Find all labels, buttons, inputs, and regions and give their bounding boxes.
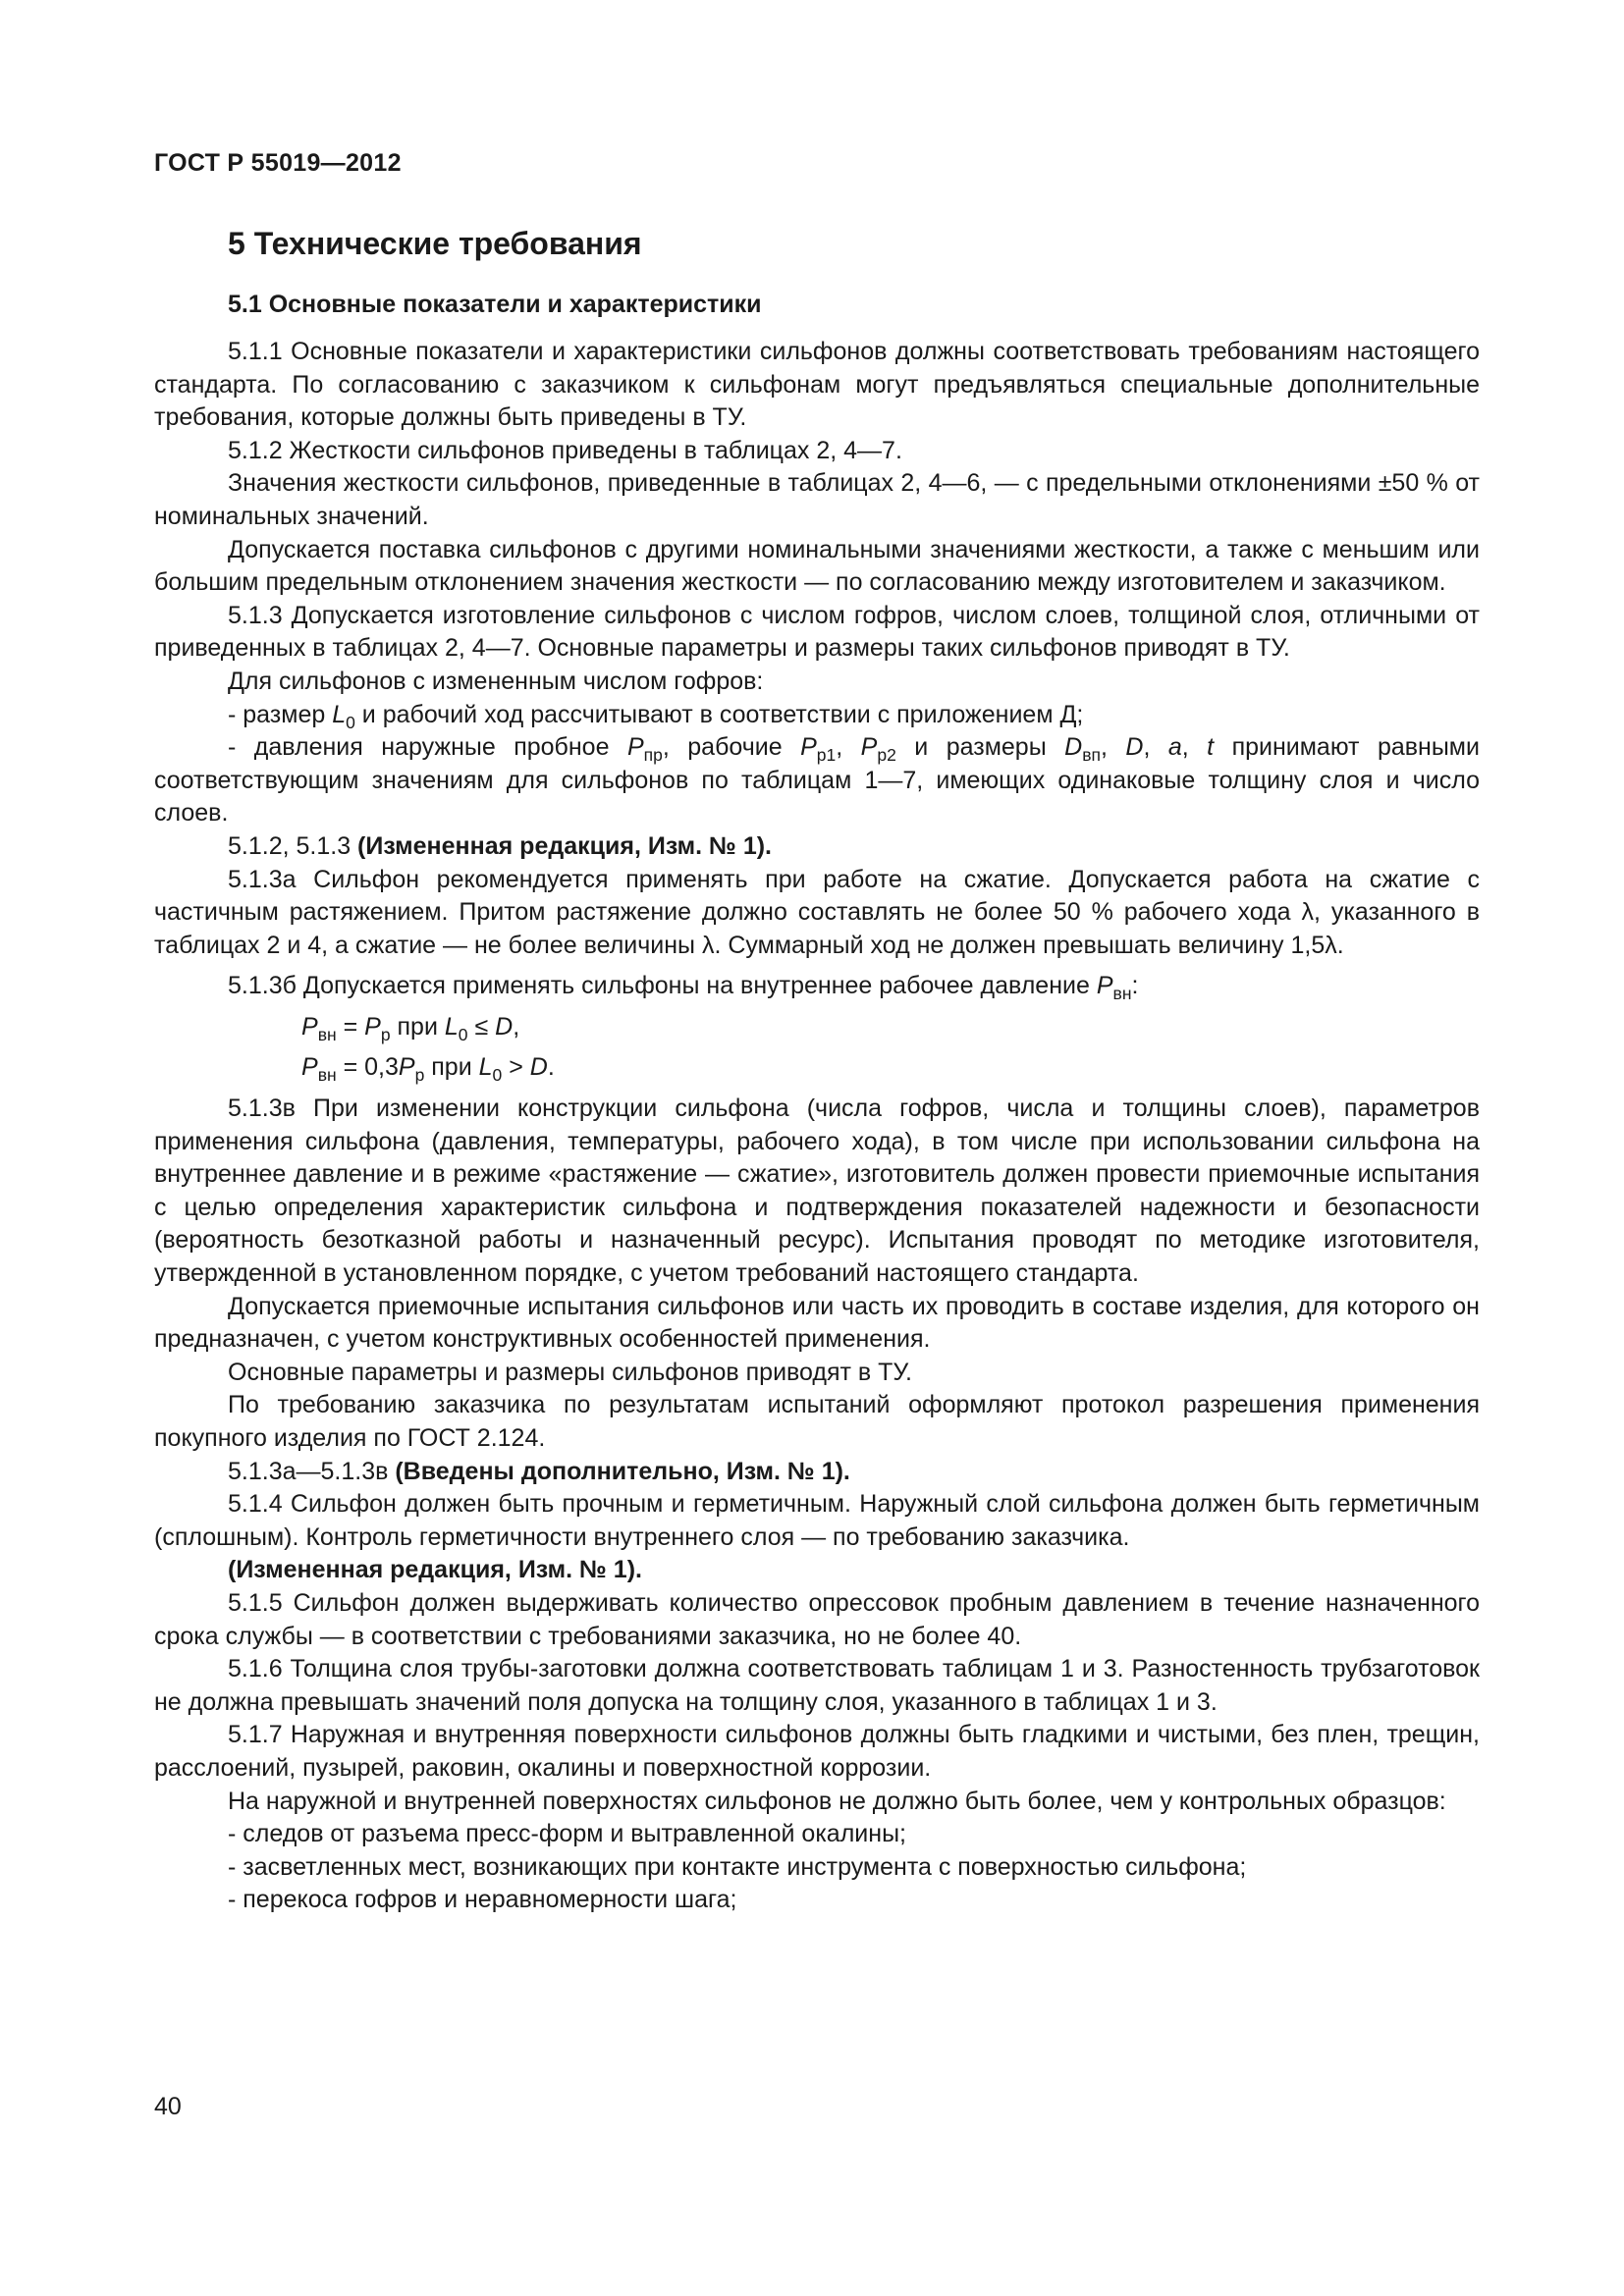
page-number: 40 (154, 2093, 182, 2120)
bullet-size-l0: - размер $L_0$ и рабочий ход рассчитывают в соответствии с приложением Д; (228, 700, 1084, 732)
paragraph-5-1-3b: 5.1.3б Допускается применять сильфоны на внутреннее рабочее давление $P_{вн}$: (228, 972, 1139, 1004)
paragraph-main-params: Основные параметры и размеры сильфонов приводят в ТУ. (228, 1358, 912, 1386)
amendment-note-5-1-2-5-1-3: 5.1.2, 5.1.3 (Измененная редакция, Изм. № 1). (228, 831, 773, 860)
paragraph-changed-corrugations: Для сильфонов с измененным числом гофров: (228, 667, 764, 695)
paragraph-5-1-4: 5.1.4 Сильфон должен быть прочным и герметичным. Наружный слой сильфона должен быть герметичным (сплошным). Контроль герметичности внутреннего слоя — по требованию заказчика. (154, 1490, 1480, 1551)
amendment-note-5-1-3a-5-1-3v: 5.1.3а—5.1.3в (Введены дополнительно, Изм. № 1). (228, 1457, 850, 1485)
amendment-note-5-1-4: (Измененная редакция, Изм. № 1). (228, 1556, 642, 1584)
paragraph-5-1-7: 5.1.7 Наружная и внутренняя поверхности сильфонов должны быть гладкими и чистыми, без плен, трещин, расслоений, пузырей, раковин, окалины и поверхностной коррозии. (154, 1721, 1480, 1782)
document-body (154, 336, 1480, 1917)
subsection-title: 5.1 Основные показатели и характеристики (228, 291, 762, 318)
formula-inner-pressure-2: $P_{вн} = 0,3P_р$ при $L_0 > D$. (301, 1053, 555, 1086)
paragraph-5-1-3a: 5.1.3а Сильфон рекомендуется применять при работе на сжатие. Допускается работа на сжатие с частичным растяжением. Притом растяжение должно составлять не более 50 % рабочего хода λ, указанного в таблицах 2 и 4, а сжатие — не более величины λ. Суммарный ход не должен превышать величину 1,5λ. (154, 865, 1480, 959)
paragraph-5-1-6: 5.1.6 Толщина слоя трубы-заготовки должна соответствовать таблицам 1 и 3. Разностенность трубзаготовок не должна превышать значений поля допуска на толщину слоя, указанного в таблицах 1 и 3. (154, 1655, 1480, 1716)
paragraph-surface-defects: На наружной и внутренней поверхностях сильфонов не должно быть более, чем у контрольных образцов: (228, 1787, 1446, 1815)
list-item: - засветленных мест, возникающих при контакте инструмента с поверхностью сильфона; (228, 1852, 1247, 1881)
paragraph-5-1-5: 5.1.5 Сильфон должен выдерживать количество опрессовок пробным давлением в течение назначенного срока службы — в соответствии с требованиями заказчика, но не более 40. (154, 1588, 1480, 1650)
formula-inner-pressure-1: $P_{вн} = P_р$ при $L_0 \le D$, (301, 1012, 520, 1044)
paragraph-5-1-3v: 5.1.3в При изменении конструкции сильфона (числа гофров, числа и толщины слоев), параметров применения сильфона (давления, температуры, рабочего хода), в том числе при использовании сильфона на внутреннее давление и в режиме «растяжение — сжатие», изготовитель должен провести приемочные испытания с целью определения характеристик сильфона и подтверждения показателей надежности и безопасности (вероятность безотказной работы и назначенный ресурс). Испытания проводят по методике изготовителя, утвержденной в установленном порядке, с учетом требований настоящего стандарта. (154, 1095, 1480, 1288)
list-item: - перекоса гофров и неравномерности шага; (228, 1886, 737, 1914)
paragraph-5-1-3: 5.1.3 Допускается изготовление сильфонов с числом гофров, числом слоев, толщиной слоя, отличными от приведенных в таблицах 2, 4—7. Основные параметры и размеры таких сильфонов приводят в ТУ. (154, 601, 1480, 663)
list-item: - следов от разъема пресс-форм и вытравленной окалины; (228, 1820, 906, 1848)
paragraph-stiffness-tolerance: Значения жесткости сильфонов, приведенные в таблицах 2, 4—6, — с предельными отклонениями ±50 % от номинальных значений. (154, 469, 1480, 530)
bullet-pressures: - давления наружные пробное $P_{пр}$, рабочие $P_{р1}$, $P_{р2}$ и размеры $D_{вп}$, D, a, t принимают равными соответствующим значениям для сильфонов по таблицам 1—7, имеющих одинаковые толщину слоя и число слоев. (154, 733, 1480, 828)
paragraph-acceptance-tests: Допускается приемочные испытания сильфонов или часть их проводить в составе изделия, для которого он предназначен, с учетом конструктивных особенностей применения. (154, 1292, 1480, 1354)
paragraph-5-1-1: 5.1.1 Основные показатели и характеристики сильфонов должны соответствовать требованиям настоящего стандарта. По согласованию с заказчиком к сильфонам могут предъявляться специальные дополнительные требования, которые должны быть приведены в ТУ. (154, 338, 1480, 432)
paragraph-stiffness-agreement: Допускается поставка сильфонов с другими номинальными значениями жесткости, а также с меньшим или большим предельным отклонением значения жесткости — по согласованию между изготовителем и заказчиком. (154, 535, 1480, 597)
paragraph-protocol: По требованию заказчика по результатам испытаний оформляют протокол разрешения применения покупного изделия по ГОСТ 2.124. (154, 1391, 1480, 1452)
paragraph-5-1-2: 5.1.2 Жесткости сильфонов приведены в таблицах 2, 4—7. (228, 436, 902, 464)
section-title: 5 Технические требования (228, 226, 642, 261)
document-header: ГОСТ Р 55019—2012 (154, 149, 402, 177)
